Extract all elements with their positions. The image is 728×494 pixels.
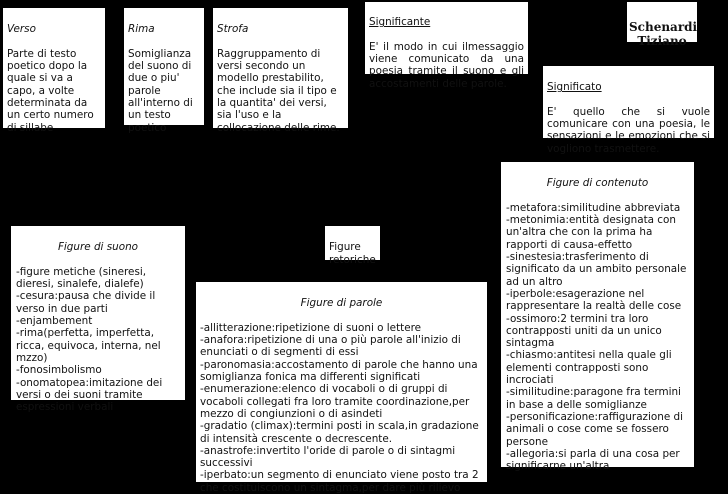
significante-text: E' il modo in cui ilmessaggio viene comunicato da una poesia tramite il suono e gli accostamenti delle parole. bbox=[369, 40, 524, 90]
figure-di-suono-box bbox=[11, 226, 185, 414]
rima-title: Rima bbox=[128, 23, 155, 36]
figure-di-contenuto-text: -metafora:similitudine abbreviata -metonimia:entità designata con un'altra che con la prima ha rapporti di causa-effetto -sinestesia:trasferimento di significato da un ambito personale ad un altro -iperbole:esagerazione nel rappresentare la realtà delle cose -ossimoro:2 termini tra loro contrapposti uniti da un unico sintagma -chiasmo:antitesi nella quale gli elementi contrapposti sono incrociati -similitudine:paragone fra termini in base a delle somiglianze -personificazione:raffigurazione di animali o cose come se fossero persone -allegoria:si parla di una cosa per significarne un'altra bbox=[506, 201, 687, 473]
verso-text: Parte di testo poetico dopo la quale si va a capo, a volte determinata da un certo numero di sillabe bbox=[7, 47, 94, 134]
figure-di-contenuto-title: Figure di contenuto bbox=[546, 177, 649, 190]
author-name: Schenardi Tiziano bbox=[629, 20, 698, 48]
strofa-title: Strofa bbox=[217, 23, 249, 36]
significato-text: E' quello che si vuole comunicare con una poesia, le sensazioni e le emozioni che si vogliono trasmettere. bbox=[547, 105, 710, 155]
significante-box bbox=[365, 2, 528, 90]
verso-title: Verso bbox=[7, 23, 36, 36]
verso-box bbox=[3, 8, 105, 134]
author-box bbox=[627, 2, 698, 48]
significante-title: Significante bbox=[369, 16, 431, 29]
figure-retoriche-box bbox=[325, 226, 380, 266]
figure-di-suono-text: -figure metiche (sineresi, dieresi, sinalefe, dialefe) -cesura:pausa che divide il verso in due parti -enjambement -rima(perfetta, imperfetta, ricca, equivoca, interna, nel mzzo) -fonosimbolismo -onomatopea:imitazione dei versi o dei suoni tramite espressioni verbali bbox=[16, 265, 163, 414]
figure-retoriche-label: Figure retoriche bbox=[329, 241, 376, 266]
strofa-text: Raggruppamento di versi secondo un modello prestabilito, che include sia il tipo e la quantita' dei versi, sia l'uso e la collocazione delle rime. bbox=[217, 47, 340, 134]
rima-box bbox=[124, 8, 204, 134]
significato-title: Significato bbox=[547, 81, 602, 94]
strofa-box bbox=[213, 8, 348, 134]
figure-di-parole-title: Figure di parole bbox=[300, 297, 383, 310]
figure-di-contenuto-box bbox=[501, 162, 694, 473]
figure-di-parole-text: -allitterazione:ripetizione di suoni o lettere -anafora:ripetizione di una o più parole all'inizio di enunciati o di segmenti di essi -paronomasia:accostamento di parole che hanno una somiglianza fonica ma differenti significati -enumerazione:elenco di vocaboli o di gruppi di vocaboli collegati fra loro tramite coordinazione,per mezzo di congiunzioni o di asindeti -gradatio (climax):termini posti in scala,in gradazione di intensità crescente o decrescente. -anastrofe:invertito l'oride di parole o di sintagmi successivi -iperbato:un segmento di enunciato viene posto tra 2 che costituiscono un sintagma,per dare più rilievo bbox=[200, 321, 479, 494]
figure-di-suono-title: Figure di suono bbox=[57, 241, 139, 254]
rima-text: Somiglianza del suono di due o piu' parole all'interno di un testo poetico bbox=[128, 47, 193, 134]
figure-di-parole-box bbox=[196, 282, 487, 494]
significato-box bbox=[543, 66, 714, 155]
